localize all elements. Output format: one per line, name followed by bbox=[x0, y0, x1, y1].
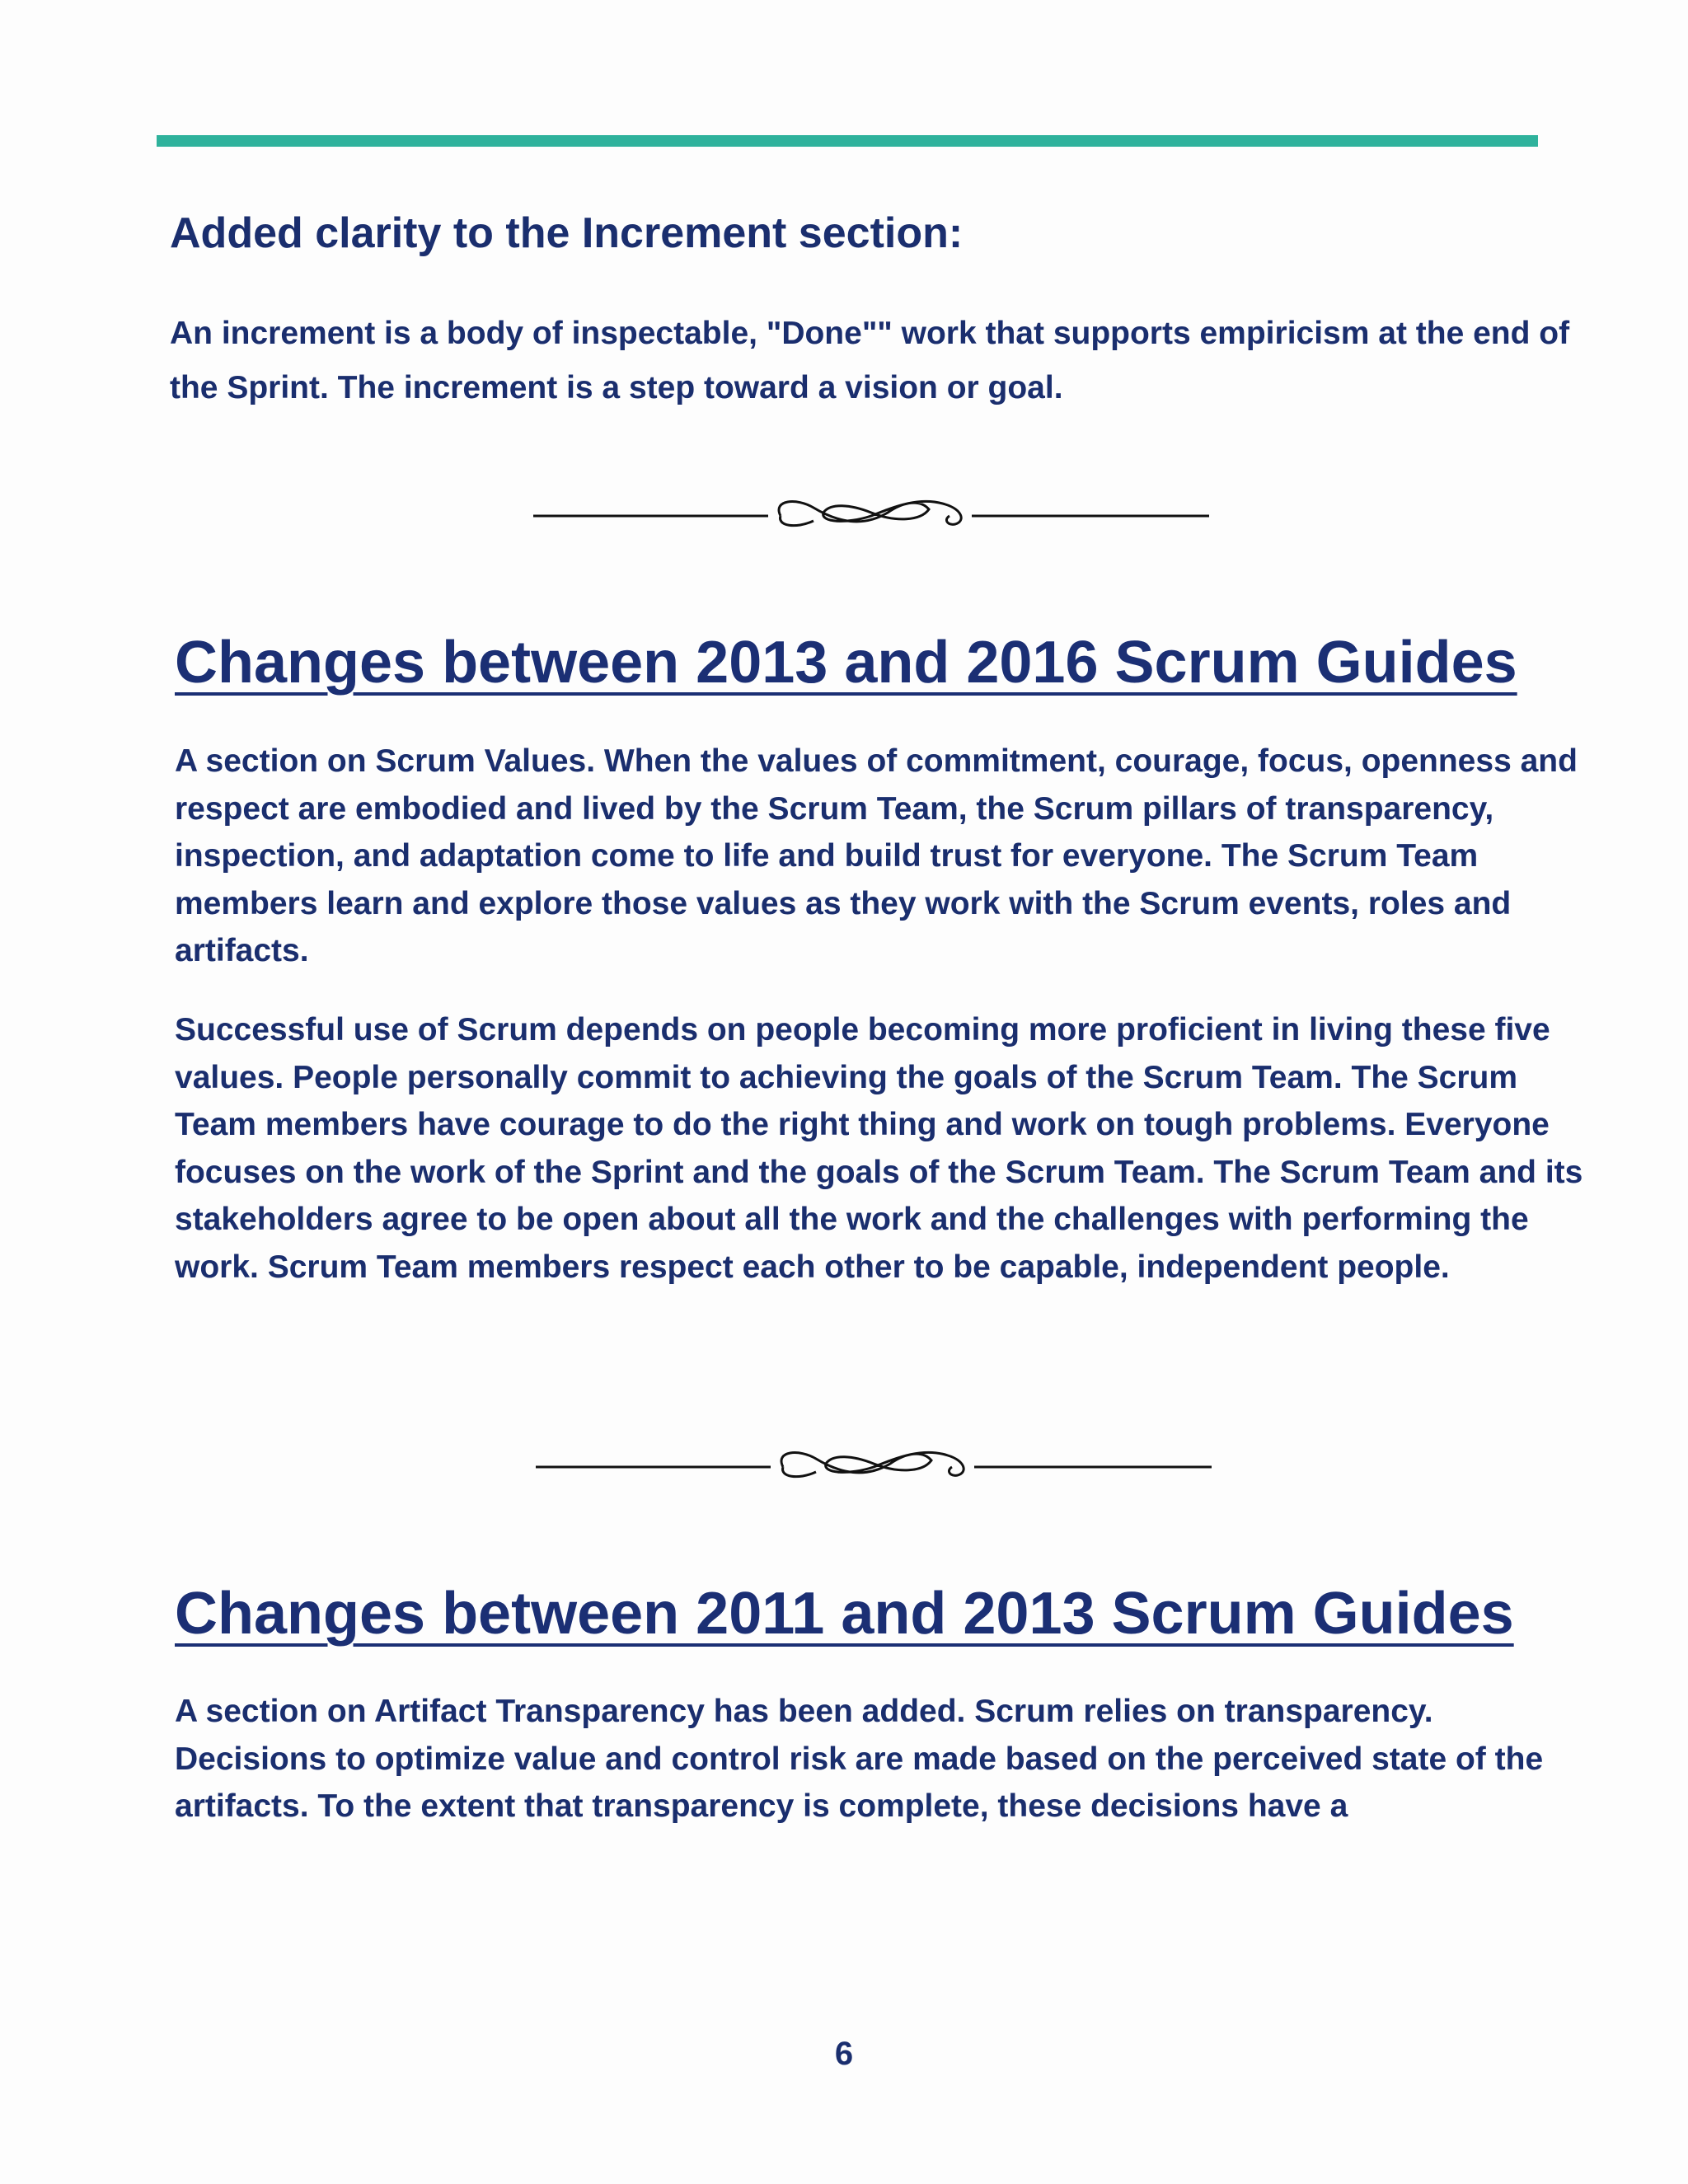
increment-heading: Added clarity to the Increment section: bbox=[170, 209, 964, 257]
section-heading-2011-2013: Changes between 2011 and 2013 Scrum Guides bbox=[175, 1581, 1514, 1647]
paragraph-artifact-transparency: A section on Artifact Transparency has been added. Scrum relies on transparency. Decisions to optimize value and control risk are made based on the perceived state of the artifacts. To the extent that transparency is complete, these decisions have a bbox=[175, 1694, 1544, 1824]
page-number: 6 bbox=[834, 2036, 854, 2072]
top-accent-rule bbox=[157, 135, 1538, 147]
flourish-divider-icon bbox=[533, 488, 1209, 537]
paragraph-five-values: Successful use of Scrum depends on people becoming more proficient in living these five values. People personally commit to achieving the goals of the Scrum Team. The Scrum Team members have courage to do the right thing and work on tough problems. Everyone focuses on the work of the Sprint and the goals of the Scrum Team. The Scrum Team and its stakeholders agree to be open about all the work and the challenges with performing the work. Scrum Team members respect each other to be capable, independent people. bbox=[175, 1012, 1583, 1285]
paragraph-scrum-values: A section on Scrum Values. When the values of commitment, courage, focus, openness and respect are embodied and lived by the Scrum Team, the Scrum pillars of transparency, inspection, and adaptation come to life and build trust for everyone. The Scrum Team members learn and explore those values as they work with the Scrum events, roles and artifacts. bbox=[175, 743, 1578, 968]
flourish-divider-icon bbox=[536, 1439, 1212, 1488]
section-heading-2013-2016: Changes between 2013 and 2016 Scrum Guides bbox=[175, 630, 1517, 696]
increment-paragraph: An increment is a body of inspectable, "Done"" work that supports empiricism at the end of the Sprint. The increment is a step toward a vision or goal. bbox=[170, 316, 1570, 405]
